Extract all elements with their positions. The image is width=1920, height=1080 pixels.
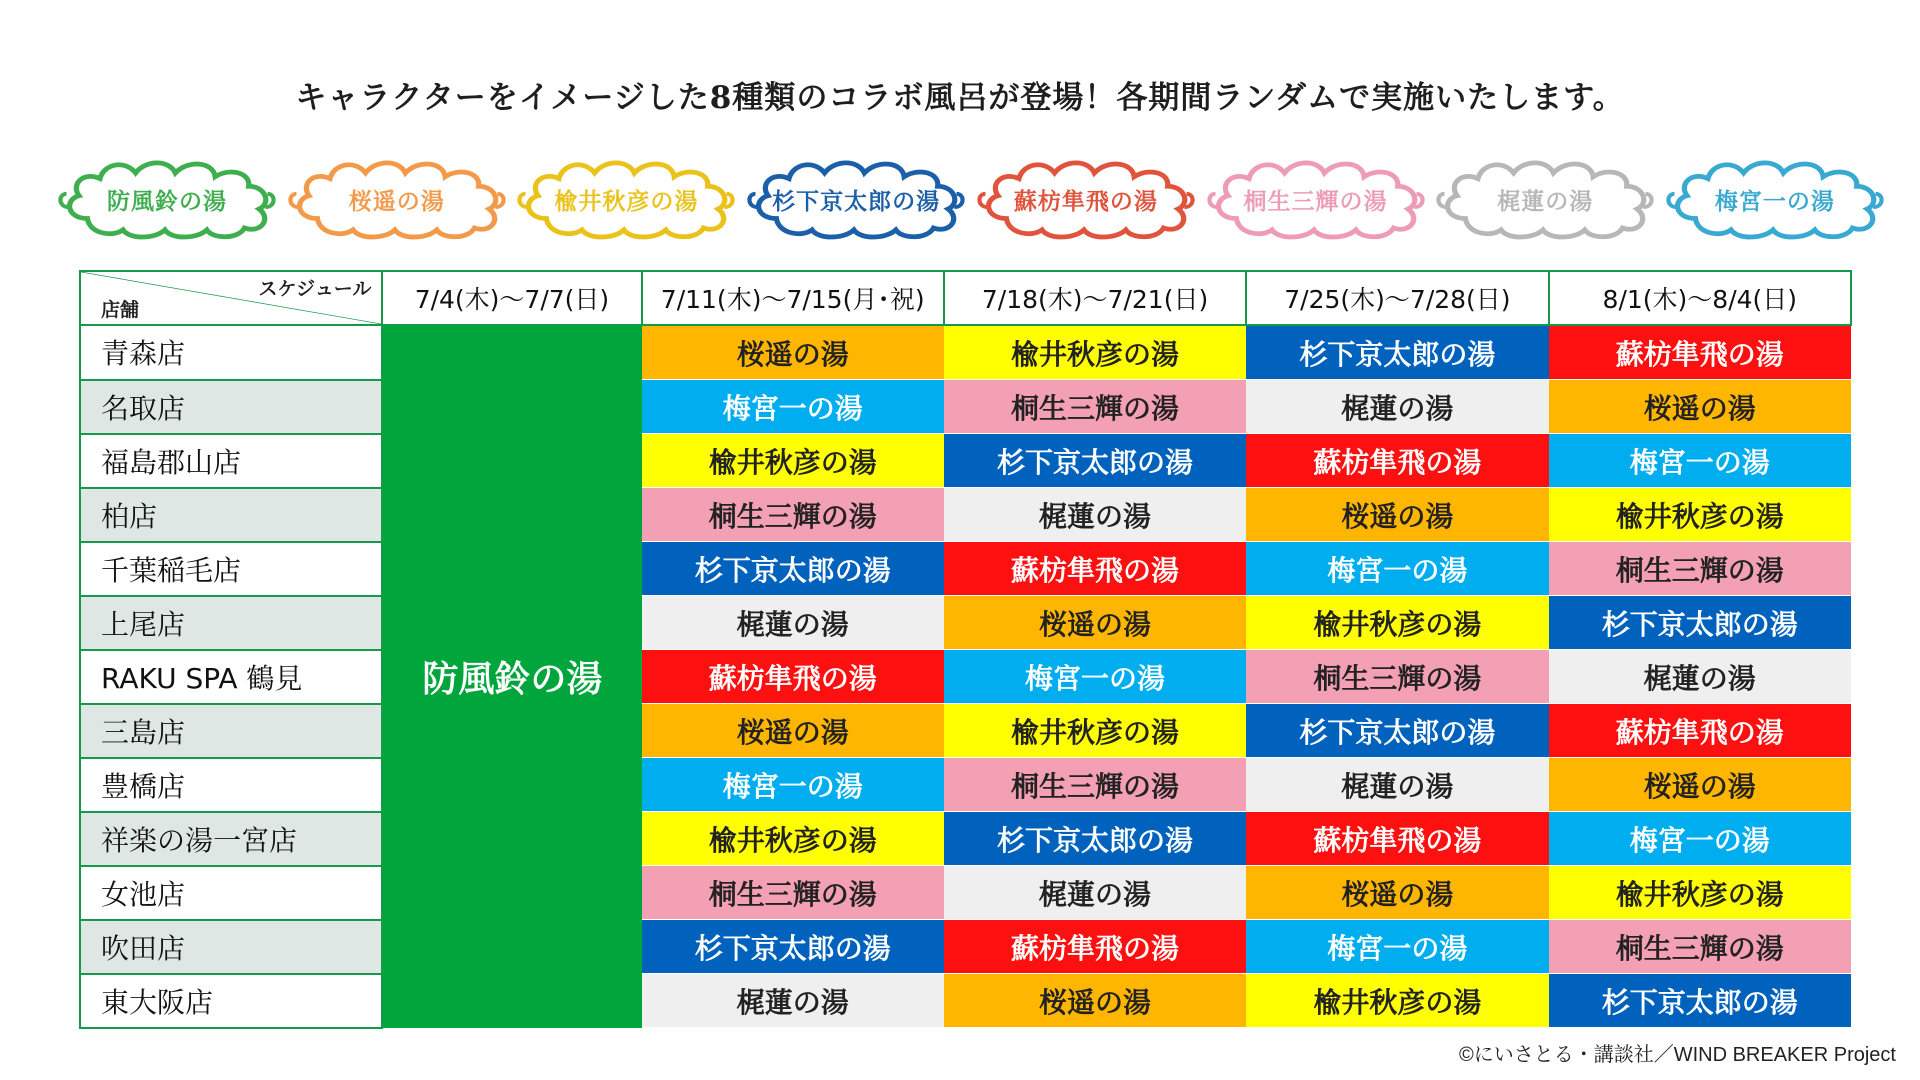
schedule-cell: 桜遥の湯 — [944, 596, 1246, 650]
schedule-cell: 梶蓮の湯 — [1246, 758, 1548, 812]
schedule-cell: 梅宮一の湯 — [1549, 812, 1851, 866]
bath-badge-hayato — [975, 152, 1197, 247]
schedule-cell: 杉下京太郎の湯 — [642, 920, 944, 974]
table-row — [80, 704, 1851, 758]
schedule-cell: 梅宮一の湯 — [642, 758, 944, 812]
schedule-cell: 楡井秋彦の湯 — [1549, 488, 1851, 542]
schedule-cell: 梅宮一の湯 — [642, 380, 944, 434]
table-row — [80, 812, 1851, 866]
store-name-cell: 女池店 — [80, 866, 382, 920]
bath-badge-label: 桐生三輝の湯 — [1243, 189, 1388, 215]
table-row — [80, 974, 1851, 1028]
store-name-cell: 祥楽の湯一宮店 — [80, 812, 382, 866]
schedule-cell: 杉下京太郎の湯 — [1246, 704, 1548, 758]
store-name-cell: 三島店 — [80, 704, 382, 758]
schedule-cell: 梶蓮の湯 — [1246, 380, 1548, 434]
bath-badge-label: 杉下京太郎の湯 — [772, 189, 941, 215]
first-period-bath-cell: 防風鈴の湯 — [382, 325, 641, 1028]
period-header: 7/25(木)〜7/28(日) — [1246, 271, 1548, 325]
schedule-cell: 楡井秋彦の湯 — [944, 325, 1246, 380]
schedule-cell: 楡井秋彦の湯 — [642, 812, 944, 866]
schedule-cell: 蘇枋隼飛の湯 — [1246, 434, 1548, 488]
schedule-cell: 杉下京太郎の湯 — [944, 812, 1246, 866]
schedule-cell: 梅宮一の湯 — [944, 650, 1246, 704]
schedule-cell: 梅宮一の湯 — [1549, 434, 1851, 488]
period-header: 8/1(木)〜8/4(日) — [1549, 271, 1851, 325]
bath-badge-label: 防風鈴の湯 — [107, 189, 227, 215]
bath-badge-umemiya — [1664, 152, 1886, 247]
schedule-cell: 梶蓮の湯 — [944, 488, 1246, 542]
bath-badge-label: 桜遥の湯 — [348, 189, 445, 215]
bath-badge-nirei — [515, 152, 737, 247]
schedule-cell: 楡井秋彦の湯 — [1549, 866, 1851, 920]
table-header-row — [80, 271, 1851, 325]
schedule-cell: 桜遥の湯 — [944, 974, 1246, 1028]
store-name-cell: 千葉稲毛店 — [80, 542, 382, 596]
schedule-cell: 楡井秋彦の湯 — [944, 704, 1246, 758]
table-row — [80, 866, 1851, 920]
table-row — [80, 325, 1851, 380]
schedule-cell: 杉下京太郎の湯 — [944, 434, 1246, 488]
schedule-cell: 梶蓮の湯 — [1549, 650, 1851, 704]
schedule-cell: 蘇枋隼飛の湯 — [1549, 704, 1851, 758]
bath-badge-row — [56, 152, 1886, 247]
store-label: 店舗 — [101, 299, 140, 321]
store-name-cell: 青森店 — [80, 325, 382, 380]
schedule-cell: 桜遥の湯 — [642, 325, 944, 380]
schedule-cell: 桜遥の湯 — [1549, 380, 1851, 434]
schedule-cell: 桜遥の湯 — [642, 704, 944, 758]
schedule-cell: 蘇枋隼飛の湯 — [642, 650, 944, 704]
schedule-cell: 杉下京太郎の湯 — [642, 542, 944, 596]
schedule-cell: 蘇枋隼飛の湯 — [944, 920, 1246, 974]
schedule-label: スケジュール — [258, 278, 372, 300]
page-headline: キャラクターをイメージした8種類のコラボ風呂が登場！各期間ランダムで実施いたします。 — [295, 80, 1625, 116]
store-name-cell: 上尾店 — [80, 596, 382, 650]
schedule-cell: 桜遥の湯 — [1246, 488, 1548, 542]
schedule-cell: 梶蓮の湯 — [642, 974, 944, 1028]
bath-badge-bofurin — [56, 152, 278, 247]
period-header: 7/11(木)〜7/15(月･祝) — [642, 271, 944, 325]
schedule-cell: 梅宮一の湯 — [1246, 542, 1548, 596]
table-row — [80, 920, 1851, 974]
schedule-cell: 蘇枋隼飛の湯 — [1549, 325, 1851, 380]
bath-badge-label: 梅宮一の湯 — [1714, 189, 1835, 215]
store-name-cell: 柏店 — [80, 488, 382, 542]
schedule-table — [79, 270, 1852, 1029]
schedule-cell: 楡井秋彦の湯 — [1246, 596, 1548, 650]
bath-badge-label: 梶蓮の湯 — [1497, 189, 1594, 215]
schedule-cell: 蘇枋隼飛の湯 — [1246, 812, 1548, 866]
schedule-cell: 桜遥の湯 — [1246, 866, 1548, 920]
bath-badge-label: 楡井秋彦の湯 — [554, 189, 699, 215]
schedule-body — [80, 325, 1851, 1028]
store-name-cell: 名取店 — [80, 380, 382, 434]
table-row — [80, 596, 1851, 650]
schedule-cell: 楡井秋彦の湯 — [1246, 974, 1548, 1028]
table-row — [80, 650, 1851, 704]
bath-badge-sakura — [286, 152, 508, 247]
header-corner-cell — [80, 271, 382, 325]
schedule-cell: 桐生三輝の湯 — [642, 488, 944, 542]
period-header: 7/4(木)〜7/7(日) — [382, 271, 641, 325]
copyright-notice: ©にいさとる・講談社／WIND BREAKER Project — [1458, 1044, 1896, 1066]
schedule-cell: 桐生三輝の湯 — [944, 758, 1246, 812]
table-row — [80, 758, 1851, 812]
table-row — [80, 488, 1851, 542]
schedule-cell: 梶蓮の湯 — [944, 866, 1246, 920]
schedule-cell: 楡井秋彦の湯 — [642, 434, 944, 488]
bath-badge-label: 蘇枋隼飛の湯 — [1013, 189, 1158, 215]
bath-badge-kiryu — [1205, 152, 1427, 247]
schedule-cell: 桐生三輝の湯 — [1549, 542, 1851, 596]
schedule-cell: 杉下京太郎の湯 — [1246, 325, 1548, 380]
store-name-cell: 吹田店 — [80, 920, 382, 974]
store-name-cell: 東大阪店 — [80, 974, 382, 1028]
schedule-cell: 梅宮一の湯 — [1246, 920, 1548, 974]
schedule-cell: 梶蓮の湯 — [642, 596, 944, 650]
period-header: 7/18(木)〜7/21(日) — [944, 271, 1246, 325]
store-name-cell: 豊橋店 — [80, 758, 382, 812]
store-name-cell: 福島郡山店 — [80, 434, 382, 488]
table-row — [80, 542, 1851, 596]
bath-badge-suo — [745, 152, 967, 247]
table-row — [80, 434, 1851, 488]
schedule-cell: 桜遥の湯 — [1549, 758, 1851, 812]
store-name-cell: RAKU SPA 鶴見 — [80, 650, 382, 704]
schedule-cell: 桐生三輝の湯 — [1549, 920, 1851, 974]
schedule-cell: 桐生三輝の湯 — [1246, 650, 1548, 704]
bath-badge-kajiren — [1434, 152, 1656, 247]
table-row — [80, 380, 1851, 434]
schedule-cell: 杉下京太郎の湯 — [1549, 974, 1851, 1028]
schedule-cell: 桐生三輝の湯 — [642, 866, 944, 920]
schedule-cell: 蘇枋隼飛の湯 — [944, 542, 1246, 596]
schedule-cell: 杉下京太郎の湯 — [1549, 596, 1851, 650]
schedule-cell: 桐生三輝の湯 — [944, 380, 1246, 434]
